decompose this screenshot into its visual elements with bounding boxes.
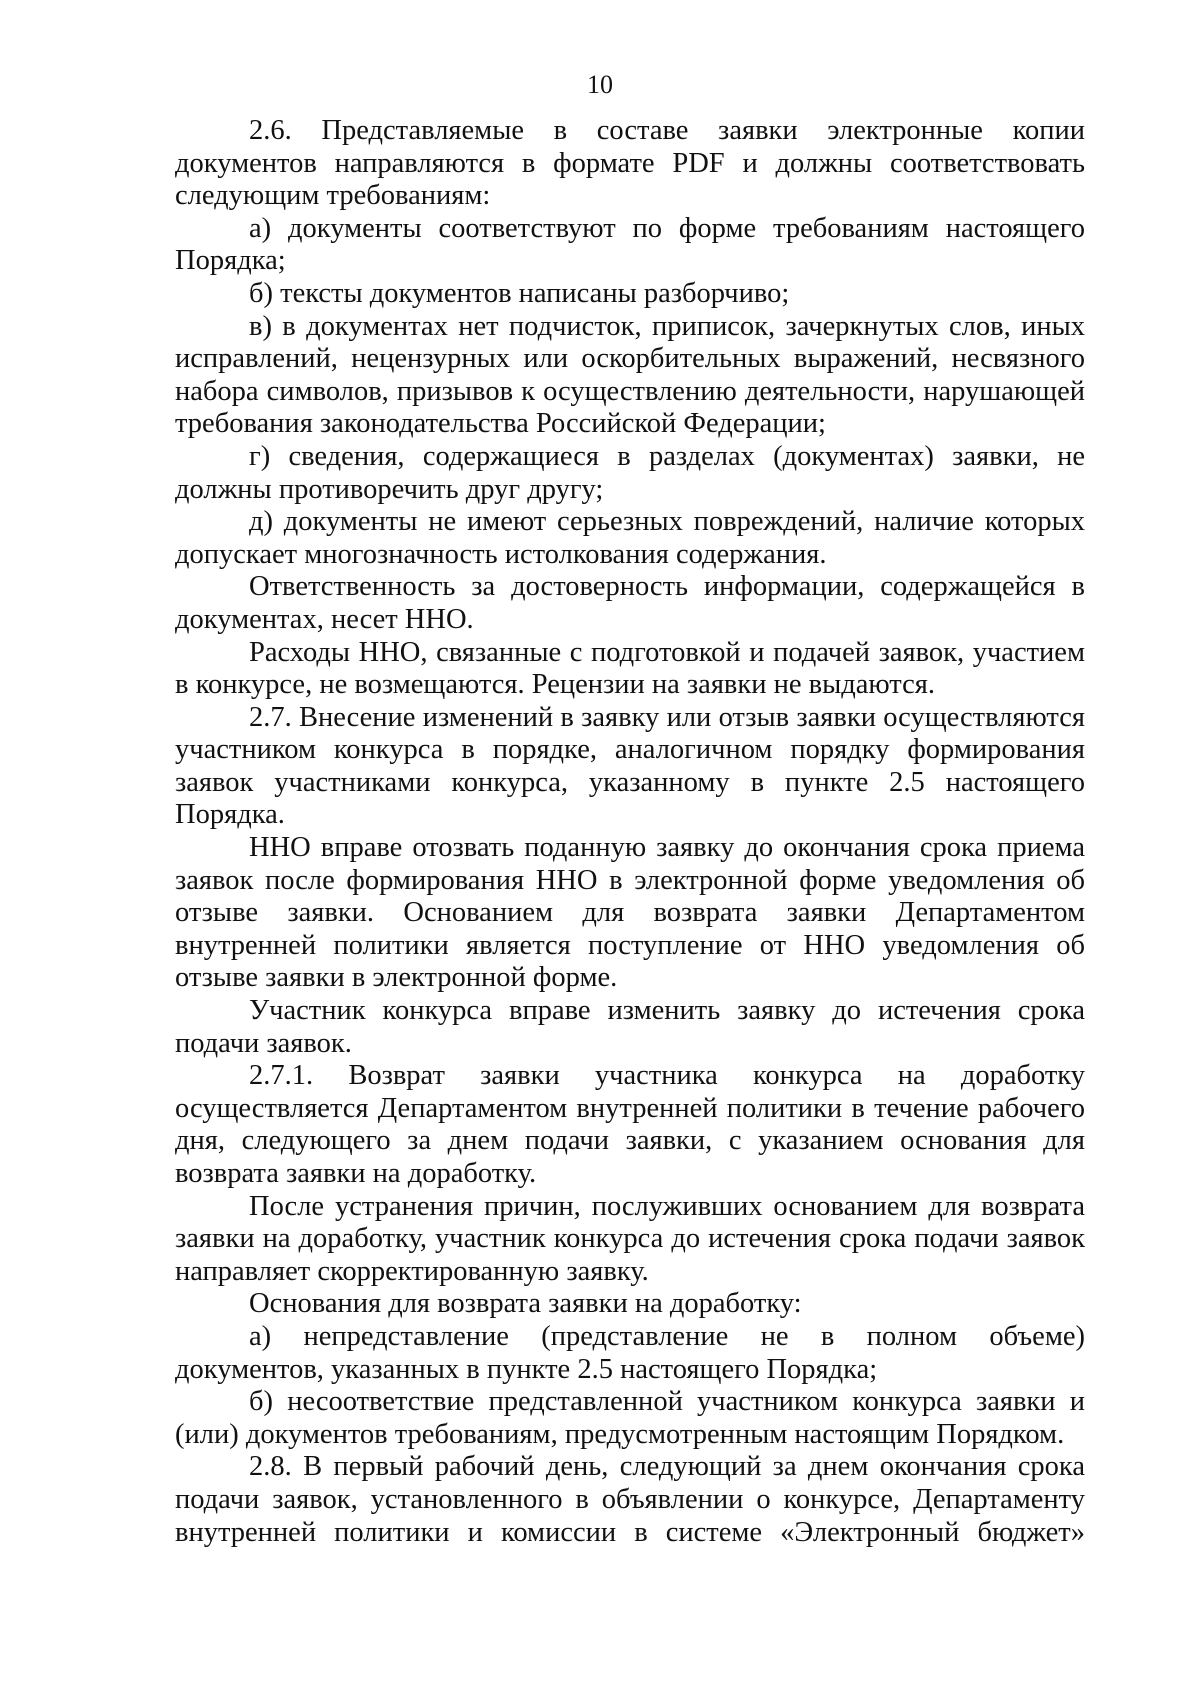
paragraph-2-6-item-b: б) тексты документов написаны разборчиво;: [249, 277, 790, 309]
paragraph-change-application: Участник конкурса вправе изменить заявку до истечения срока подачи заявок.: [175, 995, 1085, 1059]
paragraph-return-ground-a: а) непредставление (представление не в полном объеме) документов, указанных в пункте 2.5 настоящего Порядка;: [175, 1320, 1085, 1385]
paragraph-2-6-item-d: д) документы не имеют серьезных повреждений, наличие которых допускает многозначность истолкования содержания.: [175, 506, 1085, 570]
paragraph-2-6-item-v: в) в документах нет подчисток, приписок, зачеркнутых слов, иных исправлений, нецензурных или оскорбительных выражений, несвязного набора символов, призывов к осуществлению деятельности, нарушающей требования законодательства Российской Федерации;: [175, 310, 1085, 440]
paragraph-2-6-item-g: г) сведения, содержащиеся в разделах (документах) заявки, не должны противоречить друг другу;: [175, 440, 1085, 505]
page-number: 10: [587, 70, 613, 99]
paragraph-withdrawal: ННО вправе отозвать поданную заявку до окончания срока приема заявок после формирования ННО в электронной форме уведомления об отзыве заявки. Основанием для возврата заявки Департаментом внутренней политики является поступление от ННО уведомления об отзыве заявки в электронной форме.: [175, 832, 1085, 994]
paragraph-2-7-1: 2.7.1. Возврат заявки участника конкурса на доработку осуществляется Департаментом внутренней политики в течение рабочего дня, следующего за днем подачи заявки, с указанием основания для возврата заявки на доработку.: [175, 1060, 1085, 1189]
paragraph-return-ground-b: б) несоответствие представленной участником конкурса заявки и (или) документов требованиям, предусмотренным настоящим Порядком.: [175, 1386, 1085, 1450]
paragraph-after-correction: После устранения причин, послуживших основанием для возврата заявки на доработку, участник конкурса до истечения срока подачи заявок направляет скорректированную заявку.: [175, 1190, 1085, 1287]
paragraph-2-7: 2.7. Внесение изменений в заявку или отзыв заявки осуществляются участником конкурса в порядке, аналогичном порядку формирования заявок участниками конкурса, указанному в пункте 2.5 настоящего Порядка.: [175, 701, 1085, 831]
document-body: [175, 115, 1085, 1549]
paragraph-2-6-item-a: а) документы соответствуют по форме требованиям настоящего Порядка;: [175, 212, 1085, 277]
paragraph-expenses: Расходы ННО, связанные с подготовкой и подачей заявок, участием в конкурсе, не возмещаются. Рецензии на заявки не выдаются.: [175, 636, 1085, 701]
paragraph-2-6: 2.6. Представляемые в составе заявки электронные копии документов направляются в формате PDF и должны соответствовать следующим требованиям:: [175, 115, 1085, 212]
paragraph-responsibility: Ответственность за достоверность информации, содержащейся в документах, несет ННО.: [175, 571, 1085, 635]
paragraph-2-8: 2.8. В первый рабочий день, следующий за днем окончания срока подачи заявок, установленного в объявлении о конкурсе, Департаменту внутренней политики и комиссии в системе «Электронный бюджет»: [175, 1451, 1085, 1548]
paragraph-return-grounds: Основания для возврата заявки на доработку:: [249, 1288, 802, 1320]
